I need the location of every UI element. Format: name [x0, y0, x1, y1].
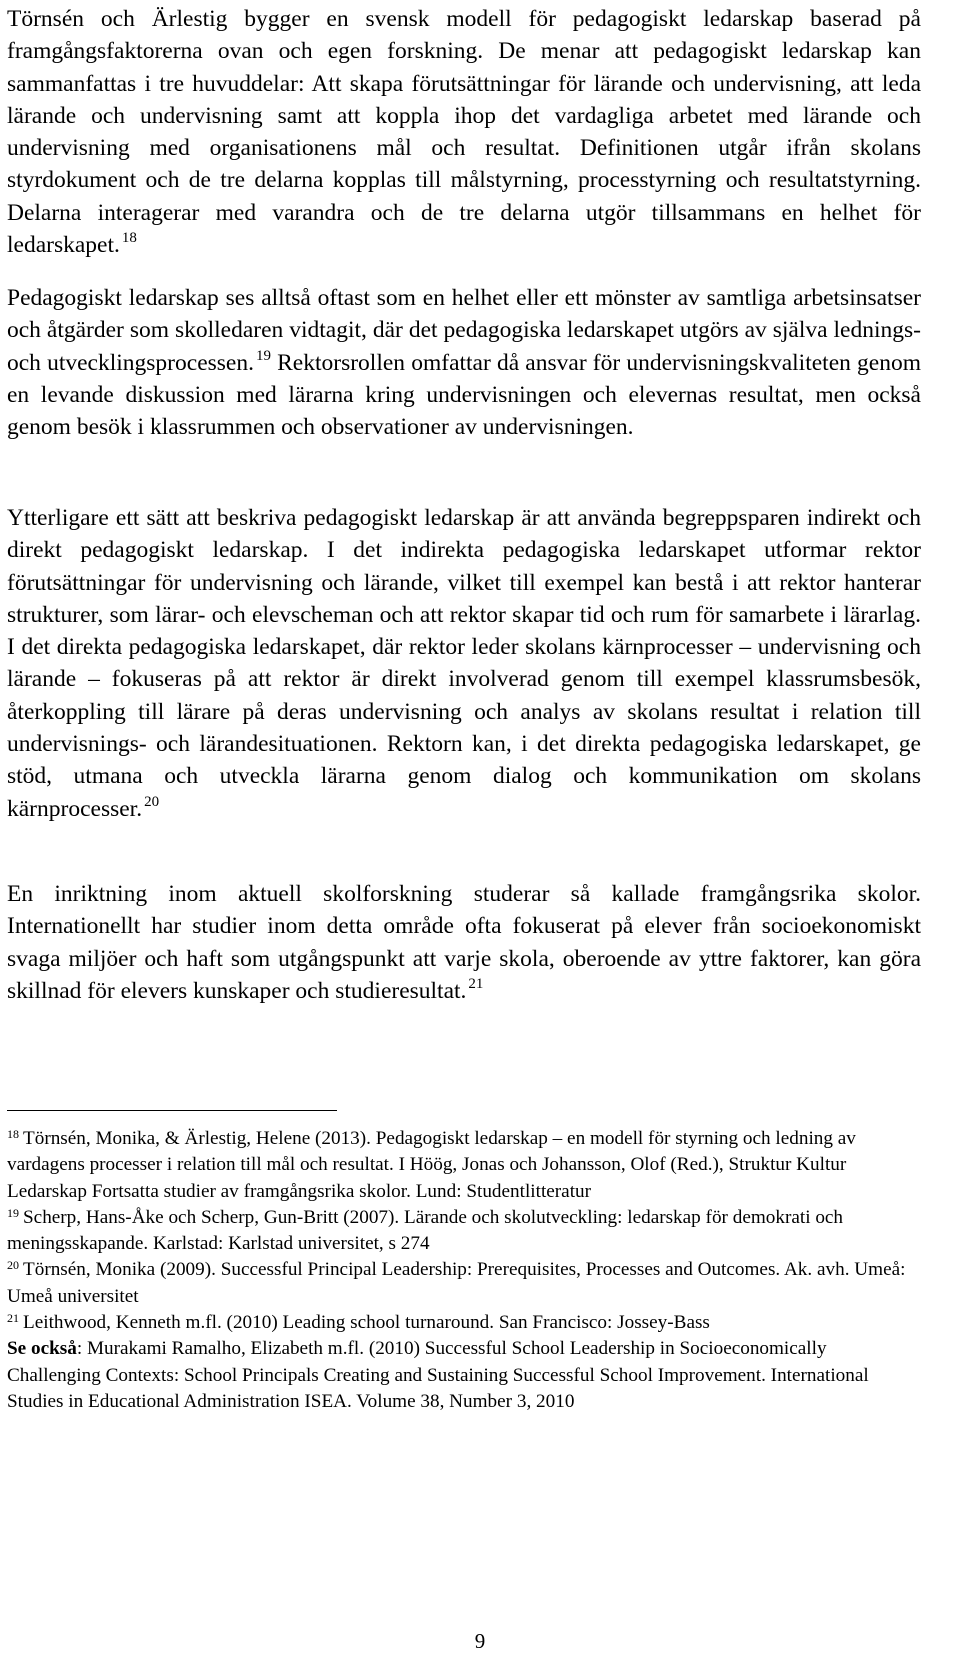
footnote-text: Scherp, Hans-Åke och Scherp, Gun-Britt (2007). Lärande och skolutveckling: ledarskap för demokrati och meningsskapande. Karlstad: Karlstad universitet, s 274 [7, 1206, 844, 1255]
paragraph-text-continued: Rektorsrollen omfattar då ansvar för undervisningskvaliteten genom en levande diskussion med lärarna kring undervisningen och elevernas resultat, men också genom besök i klassrummen och observationer av undervisningen. [7, 349, 921, 441]
footnote-number: 21 [7, 1311, 19, 1326]
paragraph-text: Pedagogiskt ledarskap ses alltså oftast som en helhet eller ett mönster av samtliga arbetsinsatser och åtgärder som skolledaren vidtagit, där det pedagogiska ledarskapet utgörs av själva lednings- och utvecklingsprocessen. [7, 285, 921, 376]
footnote-reference: 21 [468, 975, 484, 992]
body-paragraph-3 [7, 502, 921, 825]
footnotes-section [7, 1126, 917, 1415]
footnote-20 [7, 1257, 917, 1310]
footnote-21 [7, 1310, 917, 1415]
paragraph-text: Ytterligare ett sätt att beskriva pedagogiskt ledarskap är att använda begreppsparen indirekt och direkt pedagogiskt ledarskap. I det indirekta pedagogiska ledarskapet utformar rektor förutsättningar för undervisning och lärande, vilket till exempel kan bestå i att rektor hanterar strukturer, som lärar- och elevscheman och att rektor skapar tid och rum för samarbete i lärarlag. I det direkta pedagogiska ledarskapet, där rektor leder skolans kärnprocesser – undervisning och lärande – fokuseras på att rektor är direkt involverad genom till exempel klassrumsbesök, återkoppling till lärare på deras undervisning och analys av skolans resultat i relation till undervisnings- och lärandesituationen. Rektorn kan, i det direkta pedagogiska ledarskapet, ge stöd, utmana och utveckla lärarna genom dialog och kommunikation om skolans kärnprocesser. [7, 505, 921, 822]
footnote-text: Leithwood, Kenneth m.fl. (2010) Leading school turnaround. San Francisco: Jossey-Bass [23, 1312, 710, 1334]
footnote-number: 20 [7, 1258, 19, 1273]
footnote-reference: 20 [144, 793, 160, 810]
footnote-number: 19 [7, 1205, 19, 1220]
footnote-number: 18 [7, 1127, 19, 1141]
paragraph-text: Törnsén och Ärlestig bygger en svensk modell för pedagogiskt ledarskap baserad på framgångsfaktorerna ovan och egen forskning. De menar att pedagogiskt ledarskap kan sammanfattas i tre huvuddelar: Att skapa förutsättningar för lärande och undervisning, att leda lärande och undervisning samt att koppla ihop det vardagliga arbetet med lärande och undervisning med organisationens mål och resultat. Definitionen utgår ifrån skolans styrdokument och de tre delarna kopplas till målstyrning, processtyrning och resultatstyrning. Delarna interagerar med varandra och de tre delarna utgör tillsammans en helhet för ledarskapet. [7, 6, 921, 259]
footnote-reference: 19 [255, 347, 271, 364]
body-paragraph-2 [7, 282, 921, 443]
footnote-19 [7, 1205, 917, 1258]
page-number: 9 [474, 1629, 486, 1653]
see-also-label: Se också [7, 1338, 77, 1360]
footnote-18 [7, 1126, 917, 1205]
footnote-separator [7, 1110, 337, 1111]
footnote-reference: 18 [121, 230, 137, 247]
body-paragraph-1 [7, 3, 921, 261]
body-paragraph-4 [7, 878, 921, 1007]
footnote-text: Törnsén, Monika (2009). Successful Principal Leadership: Prerequisites, Processes and Outcomes. Ak. avh. Umeå: Umeå universitet [7, 1259, 906, 1307]
see-also-text: : Murakami Ramalho, Elizabeth m.fl. (2010) Successful School Leadership in Socioeconomically Challenging Contexts: School Principals Creating and Sustaining Successful School Improvement. International Studies in Educational Administration ISEA. Volume 38, Number 3, 2010 [7, 1338, 869, 1412]
paragraph-text: En inriktning inom aktuell skolforskning studerar så kallade framgångsrika skolor. Internationellt har studier inom detta område ofta fokuserat på elever från socioekonomiskt svaga miljöer och haft som utgångspunkt att varje skola, oberoende av yttre faktorer, kan göra skillnad för elevers kunskaper och studieresultat. [7, 881, 921, 1004]
footnote-text: Törnsén, Monika, & Ärlestig, Helene (2013). Pedagogiskt ledarskap – en modell för styrning och ledning av vardagens processer i relation till mål och resultat. I Höög, Jonas och Johansson, Olof (Red.), Struktur Kultur Ledarskap Fortsatta studier av framgångsrika skolor. Lund: Studentlitteratur [7, 1128, 856, 1202]
